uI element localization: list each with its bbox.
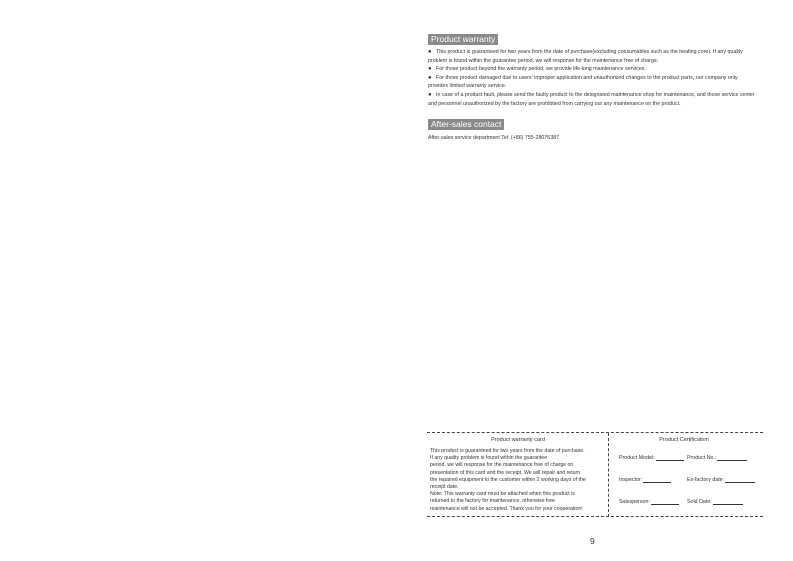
sold-date-blank [713,498,743,505]
ex-factory-date-field [687,476,755,483]
product-model-label: Product Model: [619,455,655,461]
product-model-blank [656,454,684,461]
bullet-icon: ● [428,91,432,98]
bullet-icon: ● [428,49,432,55]
card-text-line: This product is guaranteed for two years from the date of purchase. [430,448,585,454]
warranty-card-text [430,448,608,513]
product-certification-title: Product Certification [659,437,709,443]
sold-date-field [687,498,743,505]
inspector-label: Inspector: [619,477,643,483]
warranty-bullet-4: ● In case of a product fault, please send the faulty product to the designated maintenance shop for maintenance, and those service center and personnel unauthorized by the factory are prohibited from carrying out any maintenance on the product. [428,91,755,107]
sold-date-label: Sold Date: [687,499,712,505]
card-top-dashed-border [427,432,763,433]
card-text-line: returned to the factory for maintenance, otherwise free [430,498,555,505]
bullet-icon: ● [428,74,432,81]
product-no-field [687,454,747,461]
warranty-card-title: Product warranty card [491,437,545,443]
card-divider [608,433,609,517]
card-text-line: Note: This warranty card must be attached when this product is [430,491,575,498]
inspector-field [619,476,671,483]
card-text-line: the repaired equipment to the customer within 2 working days of the [430,476,586,483]
card-text-line: If any quality problem is found within the guarantee [430,455,548,462]
card-text-line: presentation of this card and the receipt. We will repair and return [430,469,581,476]
ex-factory-date-blank [725,476,755,483]
card-bottom-dashed-border [427,516,763,517]
page-number: 9 [590,536,595,546]
salesperson-field [619,498,679,505]
salesperson-blank [651,498,679,505]
product-no-label: Product No.: [687,455,717,461]
product-no-blank [717,454,747,461]
card-text-line: maintenance will not be accepted. Thank you for your cooperation! [430,505,583,512]
product-model-field [619,454,684,461]
bullet-icon: ● [428,66,432,73]
salesperson-label: Salesperson: [619,499,650,505]
after-sales-contact: After-sales service department Tel: (+86) 755-28076387 [428,135,560,141]
warranty-bullet-3: ● For those product damaged due to users' improper application and unauthorized changes to the product parts, our company only providex limited warranty service. [428,74,738,90]
card-text-line: period, we will response for the maintenance free of charge on [430,462,574,469]
card-text-line: receipt date. [430,484,459,491]
warranty-bullet-list [428,48,758,108]
ex-factory-date-label: Ex-factory date: [687,477,725,483]
warranty-bullet-2: ● For those product beyond the warranty period, we provide life-long maintenance services. [428,66,646,73]
warranty-bullet-1: ● This product is guaranteed for two years from the date of purchase(excluding consumables such as the heating core). If any quality problem is found within the guarantee period, we will response for the maintenance free of charge. [428,49,743,64]
product-warranty-heading: Product warranty [428,34,498,45]
after-sales-heading: After-sales contact [428,119,504,130]
inspector-blank [643,476,671,483]
